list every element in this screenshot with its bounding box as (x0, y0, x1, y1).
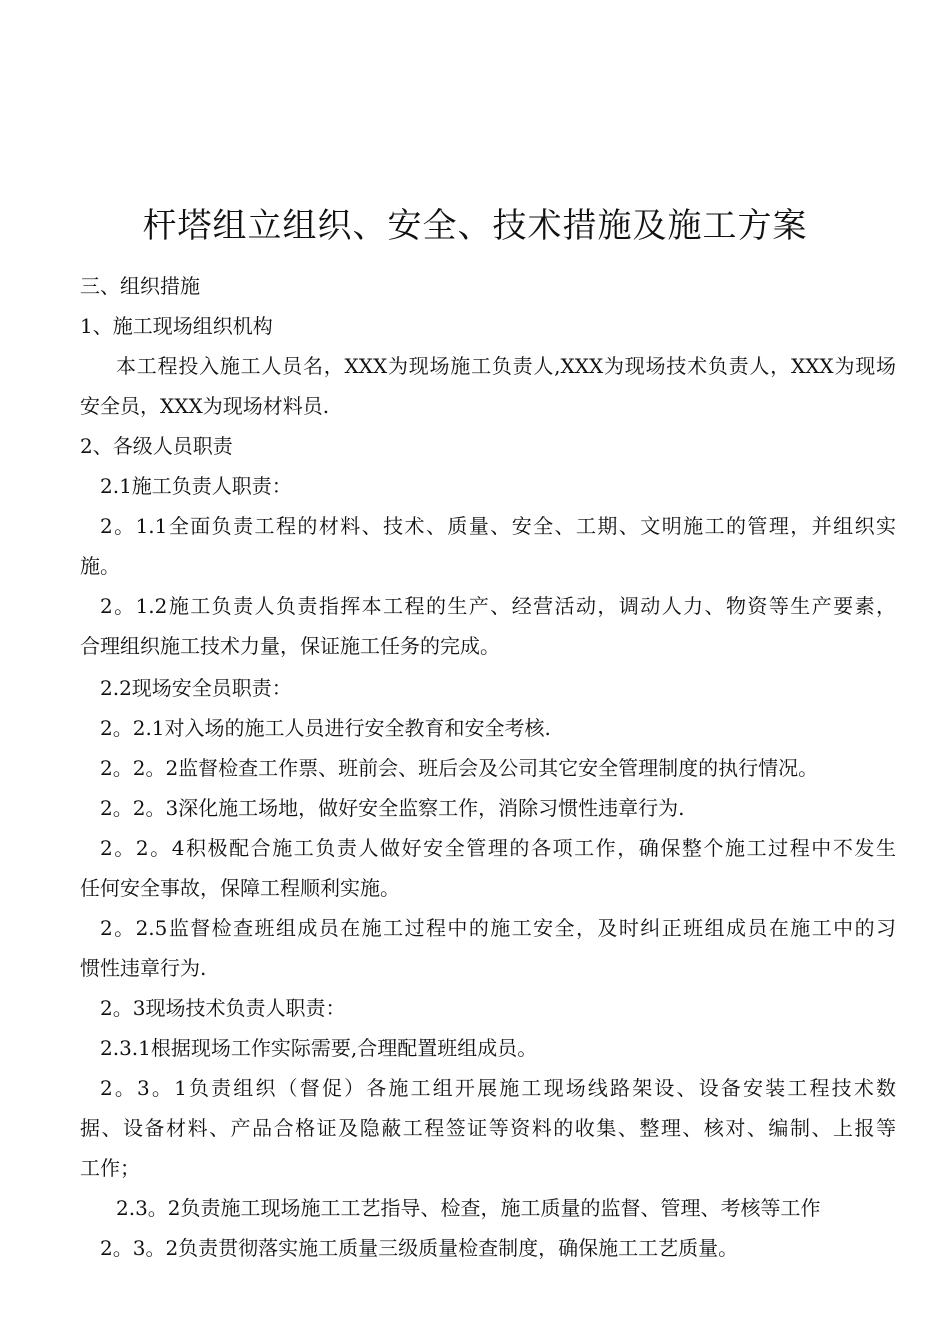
paragraph-line: 据、设备材料、产品合格证及隐蔽工程签证等资料的收集、整理、核对、编制、上报等 (80, 1116, 896, 1140)
item-heading: 2.1施工负责人职责： (100, 474, 292, 498)
item-heading: 2.2现场安全员职责： (100, 676, 292, 700)
paragraph-line: 2。3。1负责组织（督促）各施工组开展施工现场线路架设、设备安装工程技术数 (100, 1076, 896, 1100)
paragraph-line: 2。3。2负责贯彻落实施工质量三级质量检查制度，确保施工工艺质量。 (100, 1236, 739, 1260)
paragraph-line: 2.3。2负责施工现场施工工艺指导、检查，施工质量的监督、管理、考核等工作 (116, 1196, 821, 1220)
paragraph-line: 任何安全事故，保障工程顺利实施。 (80, 876, 400, 900)
paragraph-line: 2。1.2施工负责人负责指挥本工程的生产、经营活动，调动人力、物资等生产要素， (100, 594, 896, 618)
paragraph-line: 2。2.1对入场的施工人员进行安全教育和安全考核. (100, 716, 551, 740)
document-title: 杆塔组立组织、安全、技术措施及施工方案 (142, 206, 808, 246)
paragraph-line: 2。2。2监督检查工作票、班前会、班后会及公司其它安全管理制度的执行情况。 (100, 756, 819, 780)
paragraph-line: 2。2.5监督检查班组成员在施工过程中的施工安全，及时纠正班组成员在施工中的习 (100, 916, 896, 940)
paragraph-line: 惯性违章行为. (80, 956, 207, 980)
paragraph-line: 工作； (80, 1156, 140, 1180)
section-heading: 三、组织措施 (80, 274, 200, 298)
paragraph-line: 2。1.1全面负责工程的材料、技术、质量、安全、工期、文明施工的管理，并组织实 (100, 514, 896, 538)
subsection-heading: 2、各级人员职责 (80, 434, 233, 458)
paragraph-line: 合理组织施工技术力量，保证施工任务的完成。 (80, 634, 500, 658)
item-heading: 2。3现场技术负责人职责： (100, 996, 346, 1020)
paragraph-line: 安全员，XXX为现场材料员. (80, 394, 330, 418)
paragraph-line: 本工程投入施工人员名，XXX为现场施工负责人,XXX为现场技术负责人，XXX为现场 (116, 354, 896, 378)
subsection-heading: 1、施工现场组织机构 (80, 314, 273, 338)
paragraph-line: 施。 (80, 554, 120, 578)
paragraph-line: 2.3.1根据现场工作实际需要,合理配置班组成员。 (100, 1036, 538, 1060)
paragraph-line: 2。2。3深化施工场地，做好安全监察工作，消除习惯性违章行为. (100, 796, 685, 820)
paragraph-line: 2。2。4积极配合施工负责人做好安全管理的各项工作，确保整个施工过程中不发生 (100, 836, 896, 860)
